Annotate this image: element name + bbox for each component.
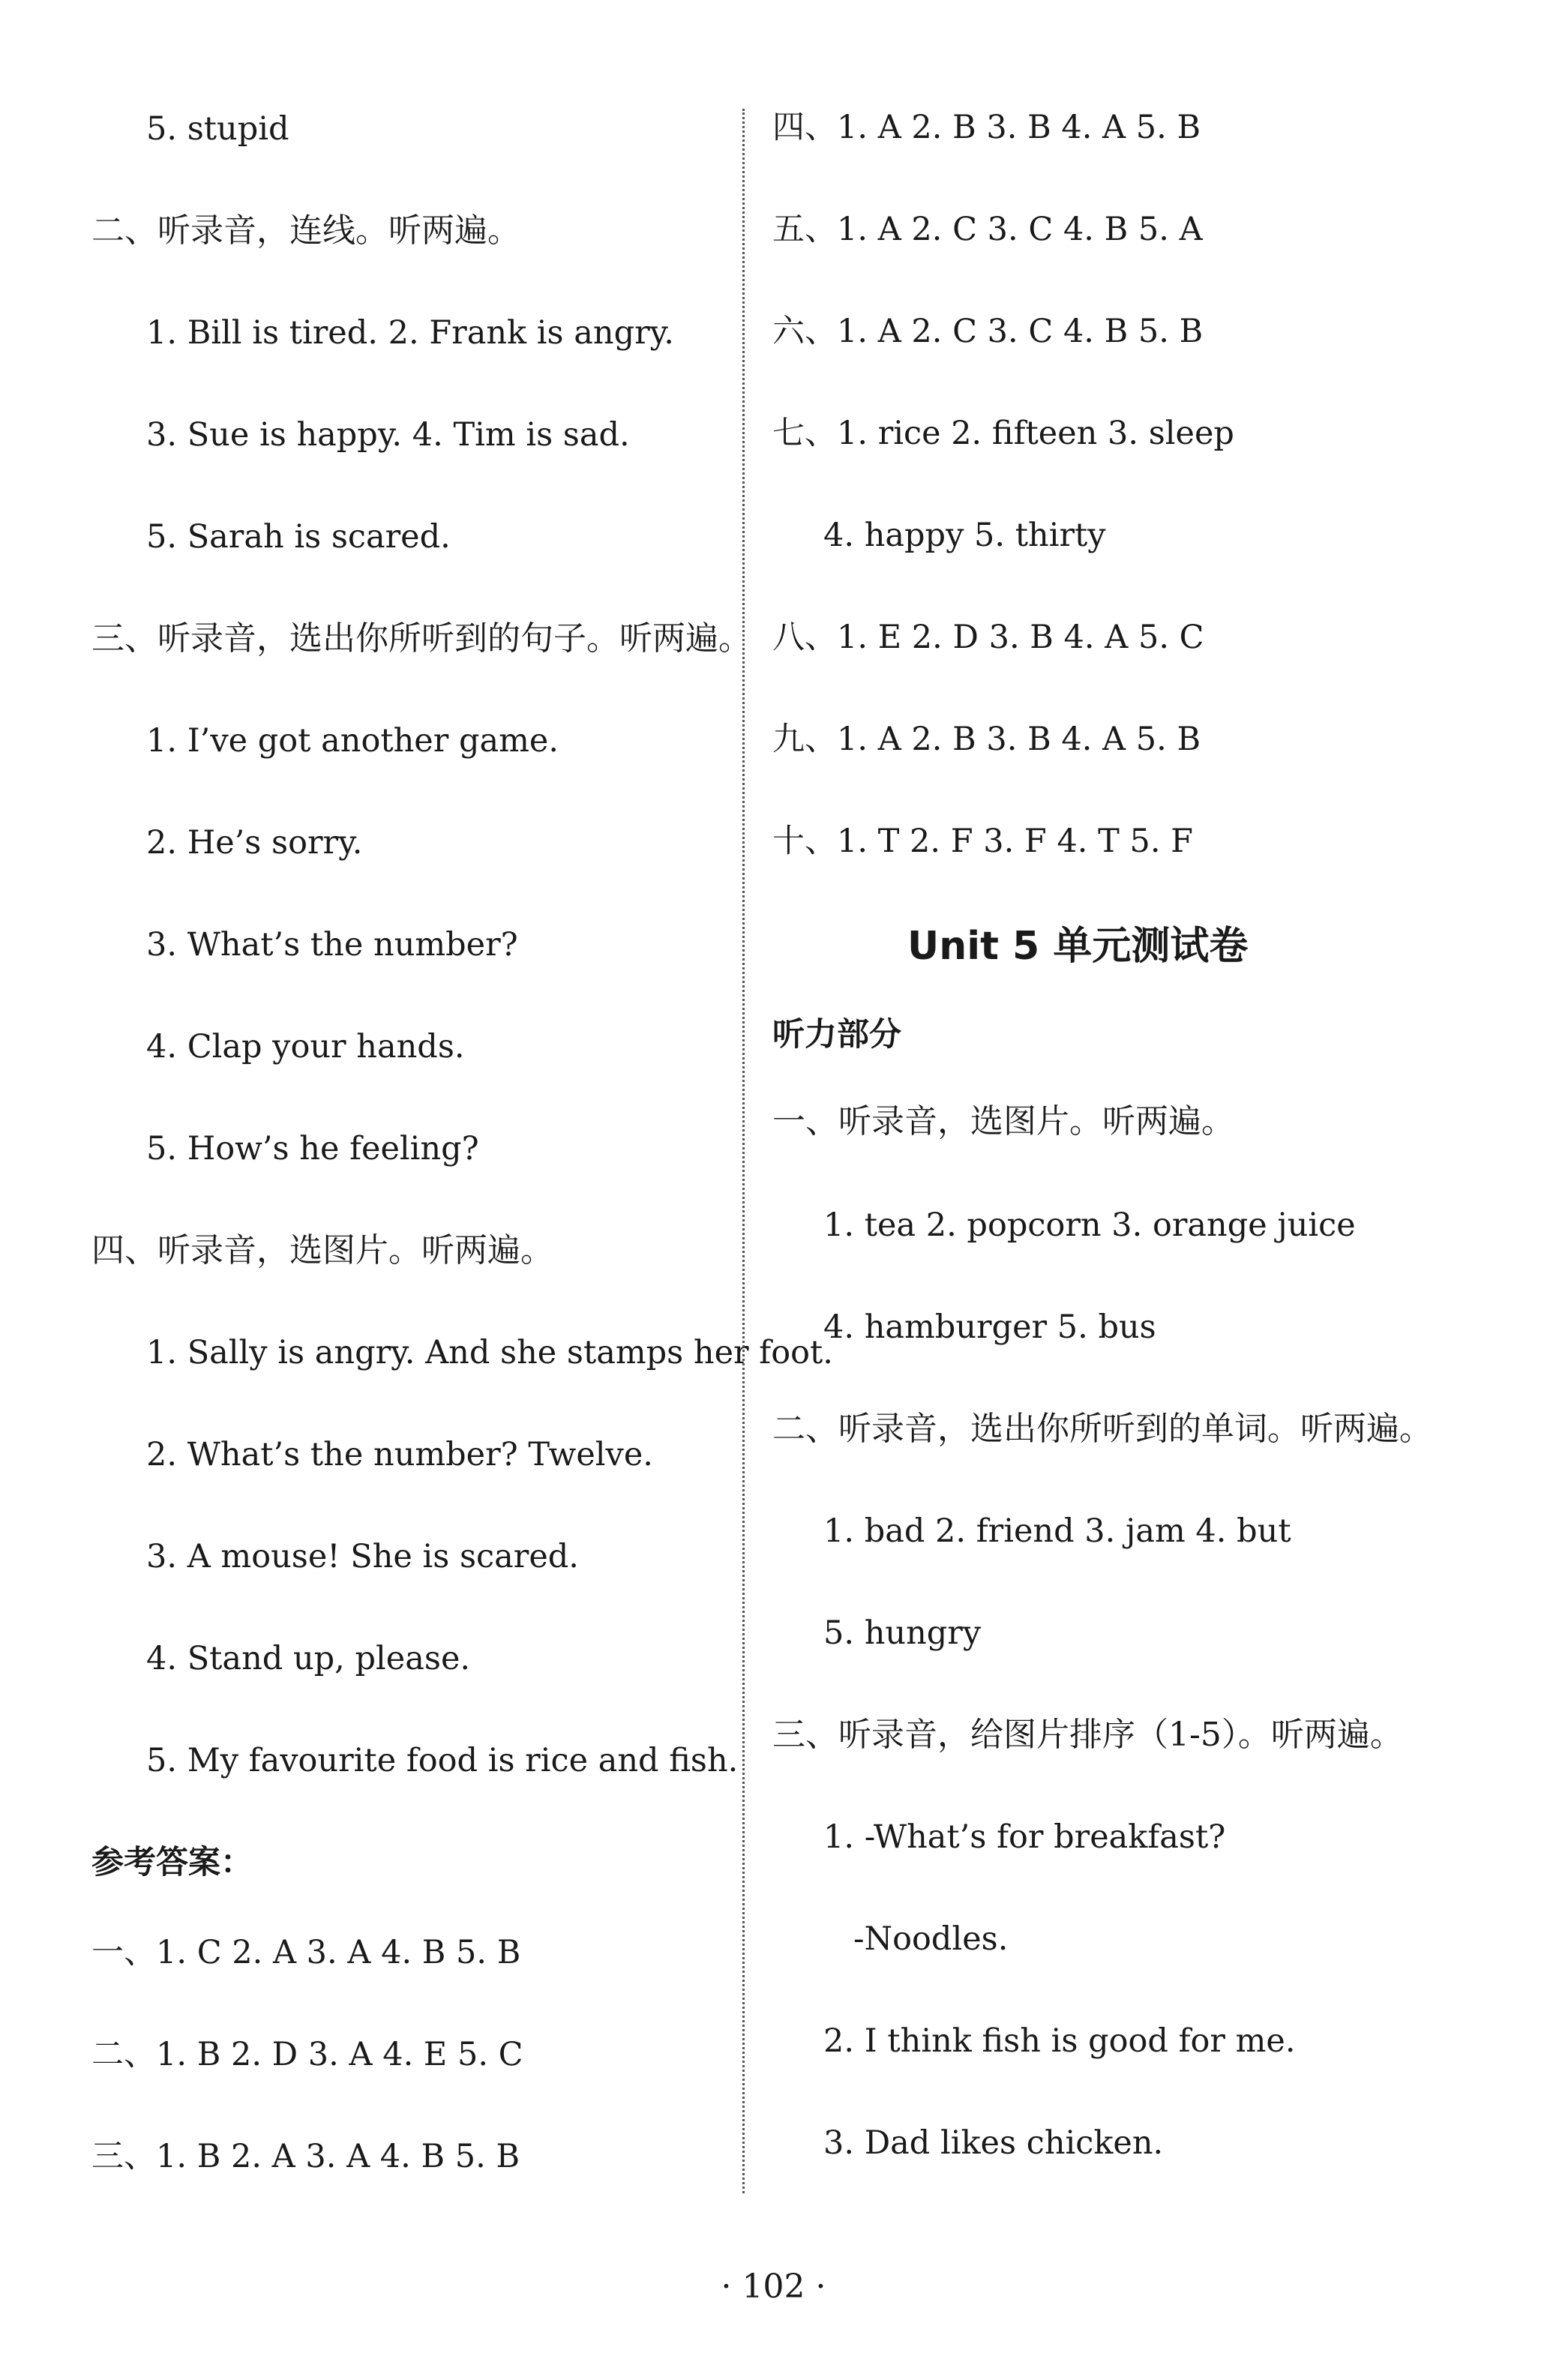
section-heading: 三、听录音，给图片排序（1-5）。听两遍。 — [772, 1716, 1403, 1754]
answer-line: 五、1. A 2. C 3. C 4. B 5. A — [772, 211, 1203, 248]
text-line: 5. stupid — [146, 110, 289, 148]
answer-line: 九、1. A 2. B 3. B 4. A 5. B — [772, 721, 1201, 758]
text-line: 3. A mouse! She is scared. — [146, 1538, 579, 1575]
answer-key-heading: 参考答案： — [91, 1844, 253, 1881]
answer-line: 二、1. B 2. D 3. A 4. E 5. C — [91, 2036, 523, 2073]
unit-title: Unit 5 单元测试卷 — [907, 924, 1249, 969]
page-number: · 102 · — [721, 2268, 826, 2306]
section-heading: 二、听录音，选出你所听到的单词。听两遍。 — [772, 1410, 1432, 1448]
section-heading: 二、听录音，连线。听两遍。 — [91, 211, 520, 250]
text-line: 1. Sally is angry. And she stamps her foot. — [146, 1334, 833, 1371]
column-divider — [742, 109, 745, 2193]
text-line: 2. What’s the number? Twelve. — [146, 1436, 653, 1473]
answer-line: 一、1. C 2. A 3. A 4. B 5. B — [91, 1934, 521, 1971]
text-line: 3. What’s the number? — [146, 926, 518, 964]
section-heading: 三、听录音，选出你所听到的句子。听两遍。 — [91, 619, 751, 658]
answer-line: 四、1. A 2. B 3. B 4. A 5. B — [772, 109, 1201, 146]
text-line: 5. hungry — [823, 1614, 982, 1652]
text-line: 4. hamburger 5. bus — [823, 1308, 1156, 1346]
answer-line: 4. happy 5. thirty — [823, 517, 1106, 554]
text-line: 5. Sarah is scared. — [146, 518, 451, 556]
text-line: 1. -What’s for breakfast? — [823, 1818, 1226, 1856]
text-line: 4. Stand up, please. — [146, 1640, 471, 1677]
answer-line: 六、1. A 2. C 3. C 4. B 5. B — [772, 313, 1204, 350]
text-line: 1. bad 2. friend 3. jam 4. but — [823, 1512, 1291, 1550]
text-line: 3. Sue is happy. 4. Tim is sad. — [146, 416, 630, 454]
answer-line: 八、1. E 2. D 3. B 4. A 5. C — [772, 619, 1204, 656]
section-heading: 四、听录音，选图片。听两遍。 — [91, 1231, 553, 1269]
text-line: 5. How’s he feeling? — [146, 1130, 479, 1168]
listening-part-heading: 听力部分 — [772, 1016, 901, 1054]
answer-line: 三、1. B 2. A 3. A 4. B 5. B — [91, 2138, 520, 2175]
section-heading: 一、听录音，选图片。听两遍。 — [772, 1102, 1234, 1141]
text-line: 5. My favourite food is rice and fish. — [146, 1742, 739, 1779]
text-line: 2. He’s sorry. — [146, 824, 363, 862]
text-line: 1. tea 2. popcorn 3. orange juice — [823, 1206, 1356, 1244]
answer-line: 十、1. T 2. F 3. F 4. T 5. F — [772, 823, 1194, 860]
text-line: 1. Bill is tired. 2. Frank is angry. — [146, 314, 674, 352]
text-line: 1. I’ve got another game. — [146, 722, 559, 760]
text-line: 2. I think fish is good for me. — [823, 2022, 1296, 2060]
text-line: -Noodles. — [853, 1920, 1009, 1958]
text-line: 4. Clap your hands. — [146, 1028, 465, 1066]
text-line: 3. Dad likes chicken. — [823, 2124, 1164, 2162]
answer-line: 七、1. rice 2. fifteen 3. sleep — [772, 415, 1234, 452]
